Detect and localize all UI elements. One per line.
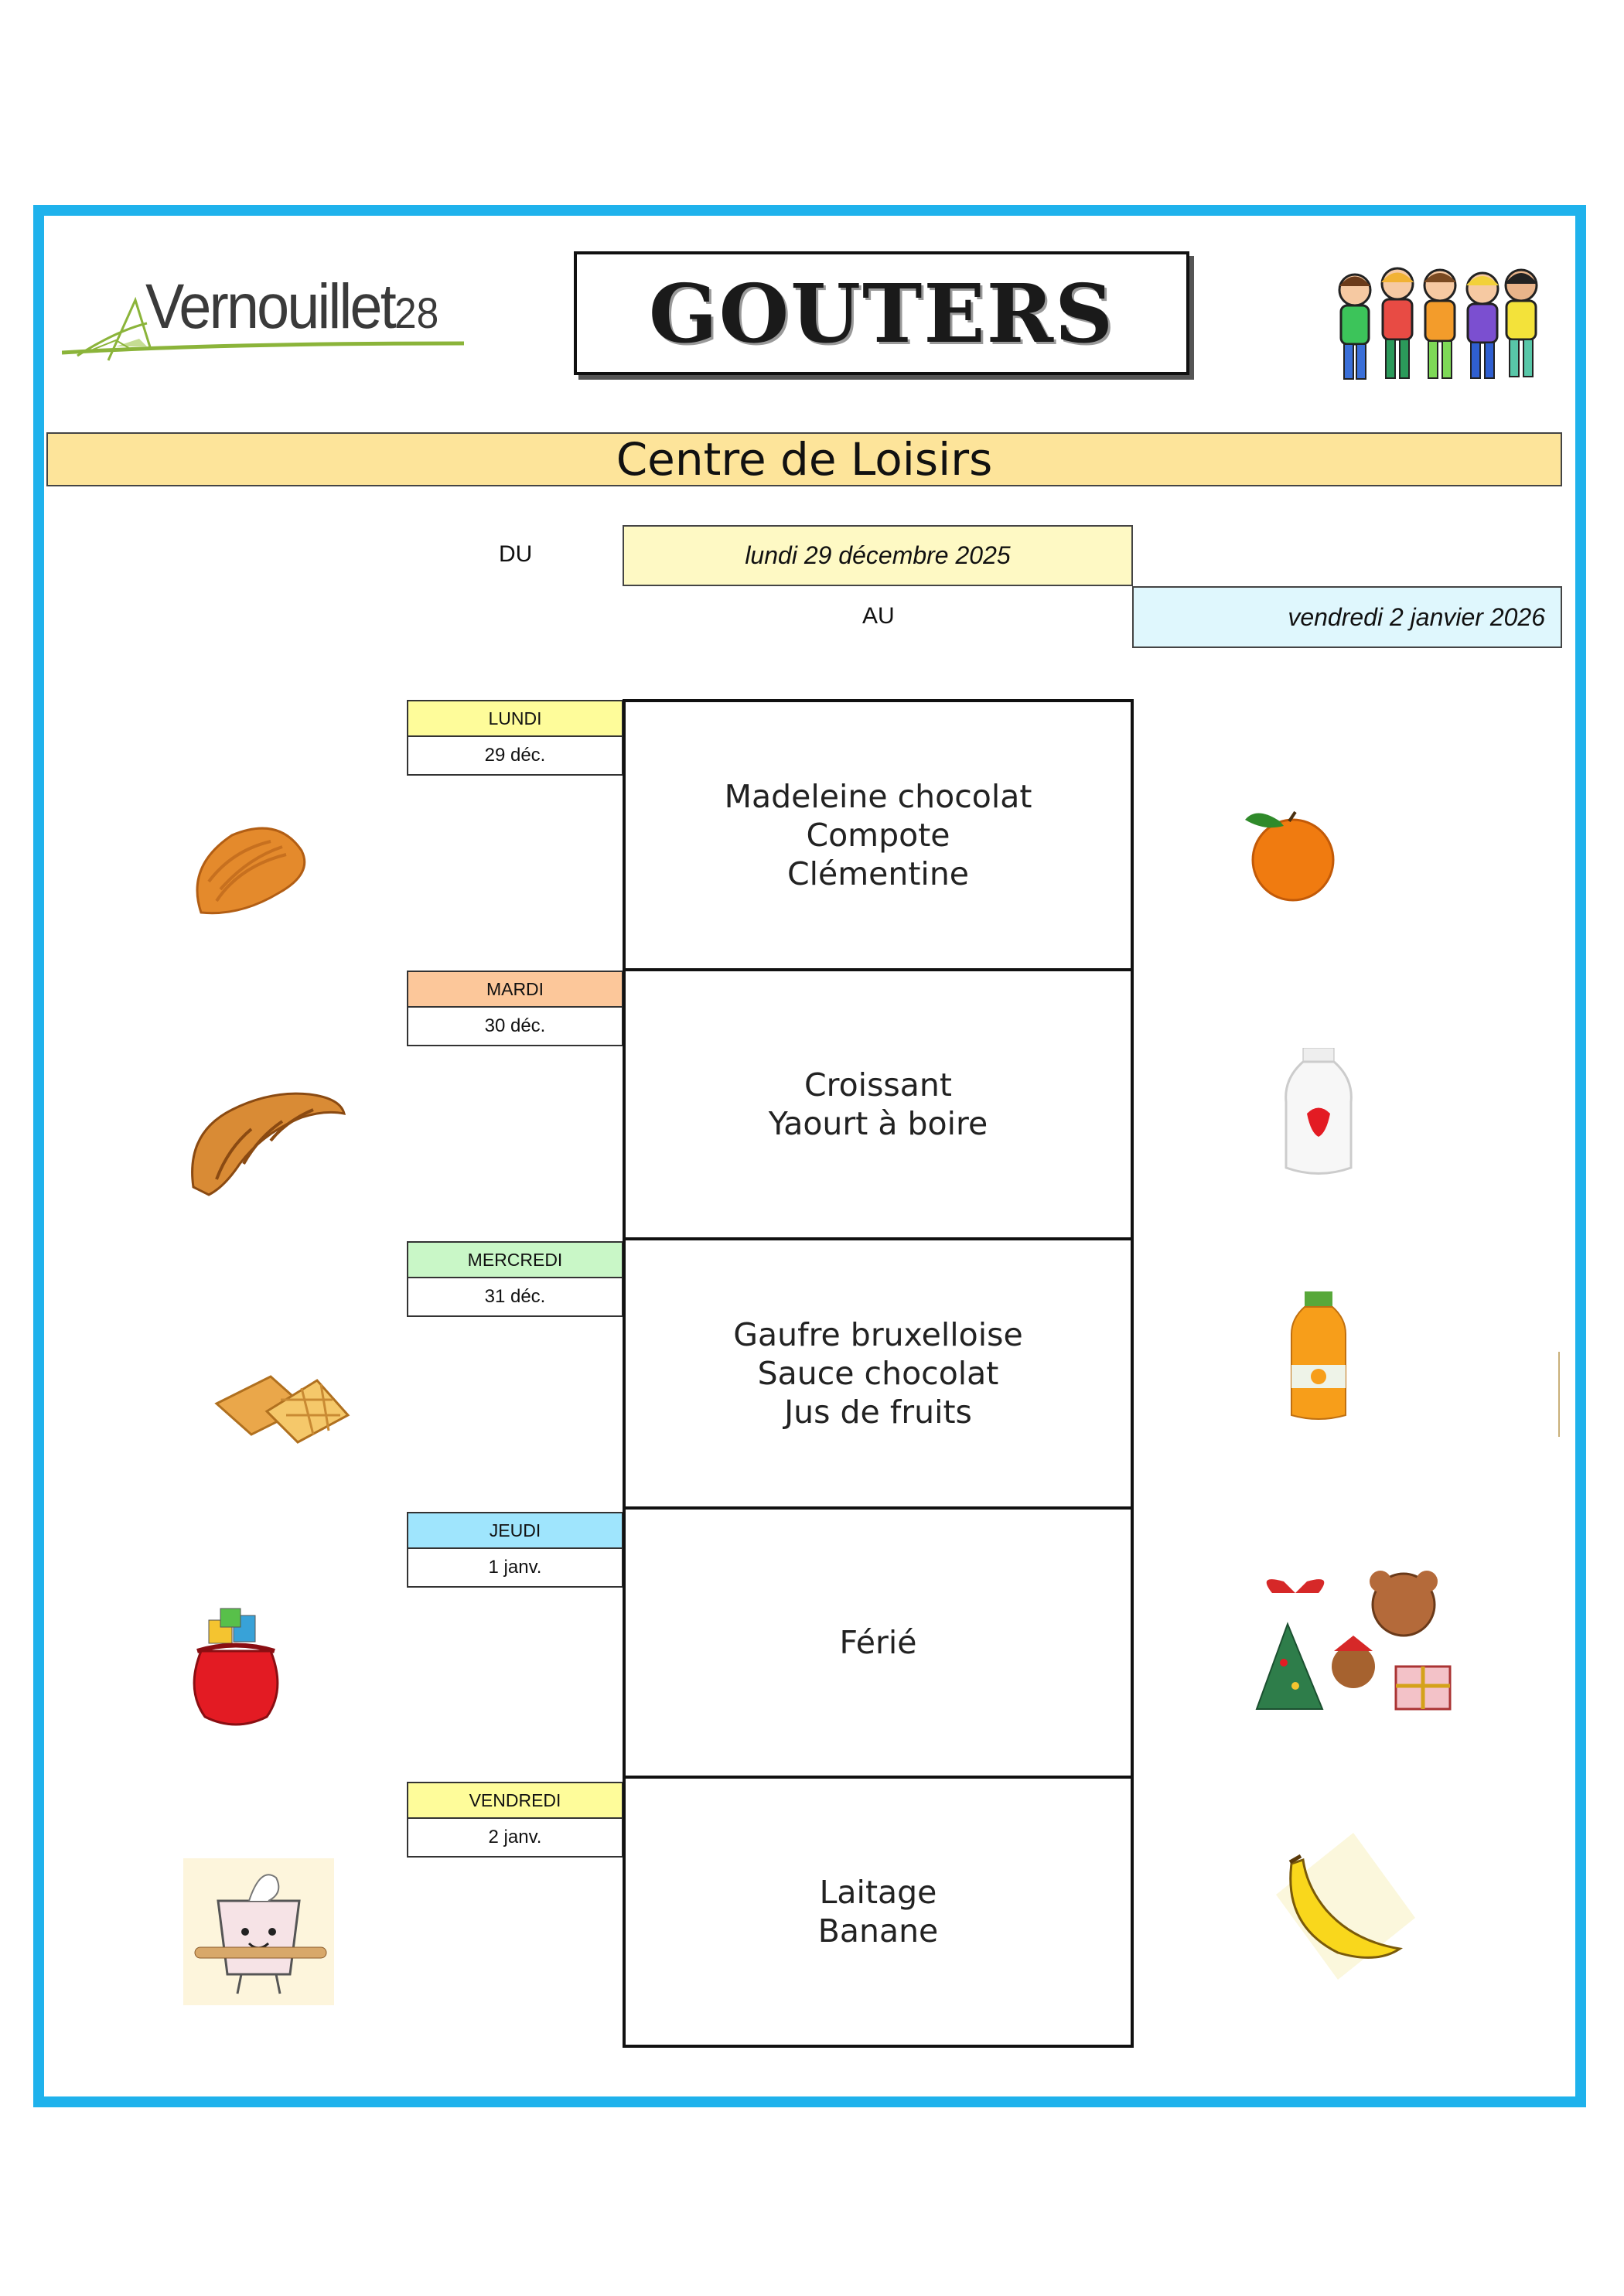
- menu-cell: [623, 1776, 1134, 2048]
- menu-line: Sauce chocolat: [757, 1355, 999, 1392]
- drinking-yogurt-icon: [1280, 1048, 1357, 1179]
- croissant-icon: [186, 1079, 348, 1203]
- menu-line: Clémentine: [786, 855, 970, 892]
- menu-line: Madeleine chocolat: [724, 778, 1032, 815]
- day-date: 30 déc.: [407, 1008, 623, 1046]
- clementine-icon: [1241, 804, 1342, 905]
- title-box: [574, 251, 1189, 375]
- day-name: MERCREDI: [407, 1241, 623, 1278]
- banana-icon: [1261, 1833, 1415, 1987]
- day-date: 29 déc.: [407, 737, 623, 776]
- day-date: 2 janv.: [407, 1819, 623, 1858]
- menu-line: Banane: [817, 1912, 939, 1950]
- day-name: JEUDI: [407, 1512, 623, 1549]
- menu-line: Yaourt à boire: [768, 1105, 988, 1142]
- menu-cell: [623, 968, 1134, 1240]
- christmas-toys-icon: [1249, 1570, 1465, 1717]
- from-date: lundi 29 décembre 2025: [623, 525, 1133, 586]
- menu-line: Jus de fruits: [784, 1394, 972, 1431]
- menu-cell: [623, 699, 1134, 971]
- day-name: VENDREDI: [407, 1782, 623, 1819]
- menu-cell: [623, 1506, 1134, 1779]
- to-label: AU: [862, 603, 895, 629]
- gift-sack-icon: [186, 1605, 286, 1728]
- to-date: vendredi 2 janvier 2026: [1132, 586, 1562, 648]
- day-name: MARDI: [407, 971, 623, 1008]
- day-date: 1 janv.: [407, 1549, 623, 1588]
- menu-line: Laitage: [819, 1874, 937, 1911]
- menu-line: Férié: [839, 1624, 917, 1661]
- from-label: DU: [499, 541, 533, 567]
- logo-wordmark: Vernouillet28: [145, 271, 439, 342]
- page-title: GOUTERS: [648, 265, 1115, 361]
- menu-line: Gaufre bruxelloise: [733, 1316, 1023, 1353]
- menu-cell: [623, 1237, 1134, 1510]
- day-name: LUNDI: [407, 700, 623, 737]
- vernouillet-logo: [62, 269, 479, 370]
- menu-line: Croissant: [804, 1066, 952, 1104]
- menu-line: Compote: [806, 817, 950, 854]
- banner-centre-de-loisirs: Centre de Loisirs: [46, 432, 1562, 486]
- divider: [1558, 1352, 1560, 1437]
- yogurt-character-icon: [183, 1858, 334, 2005]
- madeleine-icon: [186, 820, 317, 928]
- juice-bottle-icon: [1288, 1291, 1349, 1423]
- waffle-icon: [213, 1361, 352, 1446]
- day-date: 31 déc.: [407, 1278, 623, 1317]
- children-group-icon: [1324, 259, 1548, 391]
